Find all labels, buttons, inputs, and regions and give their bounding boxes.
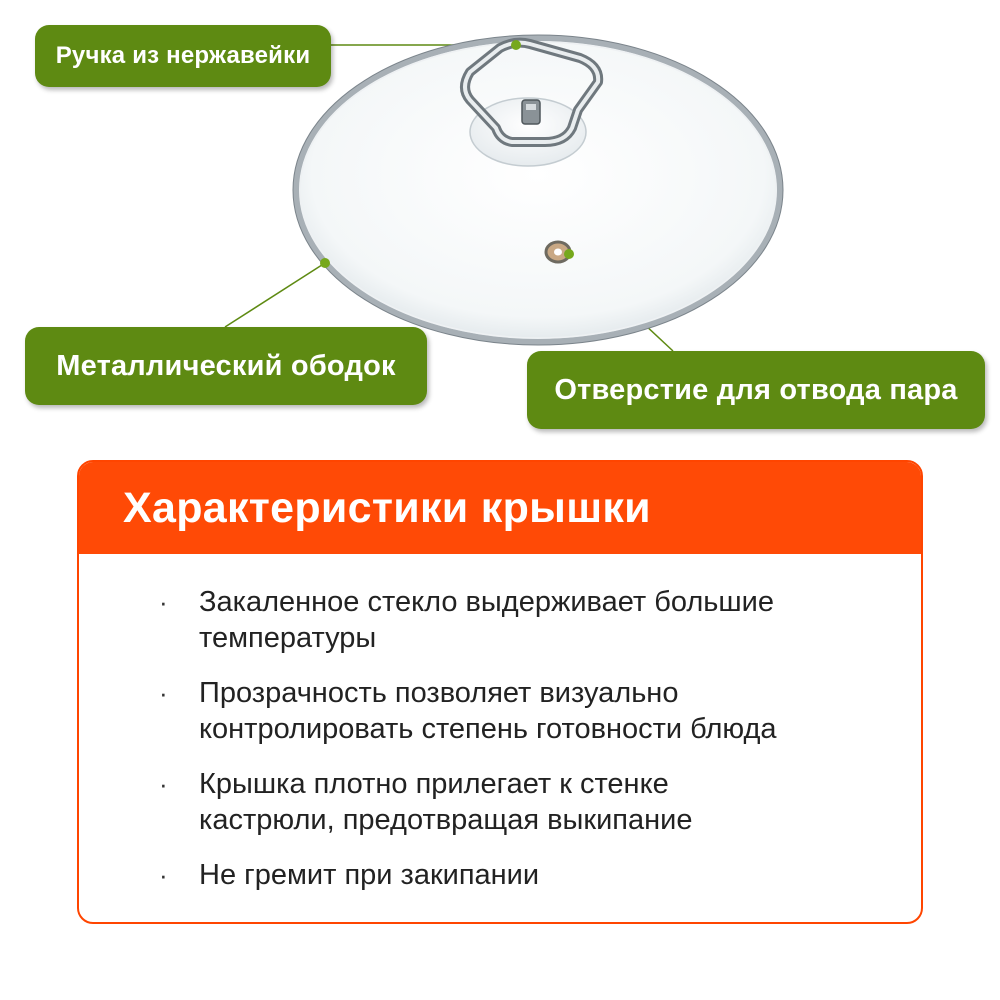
feature-item (159, 675, 881, 747)
feature-line: Не гремит при закипании (199, 859, 540, 891)
feature-line: Закаленное стекло выдерживает большие (199, 586, 774, 618)
bullet-icon: · (159, 587, 168, 617)
callout-handle-label: Ручка из нержавейки (35, 25, 331, 87)
center-screw (522, 100, 540, 124)
feature-item (159, 584, 881, 656)
feature-item (159, 857, 881, 893)
feature-line: Крышка плотно прилегает к стенке (199, 768, 669, 800)
card-header (79, 462, 921, 554)
feature-line: температуры (199, 622, 377, 654)
bullet-icon: · (159, 769, 168, 799)
feature-item (159, 766, 881, 838)
card-title: Характеристики крышки (123, 483, 651, 532)
bullet-icon: · (159, 678, 168, 708)
callout-vent-label: Отверстие для отвода пара (527, 351, 985, 429)
feature-line: кастрюли, предотвращая выкипание (199, 804, 693, 836)
callout-rim-label: Металлический ободок (25, 327, 427, 405)
feature-line: контролировать степень готовности блюда (199, 713, 777, 745)
bullet-icon: · (159, 860, 168, 890)
feature-line: Прозрачность позволяет визуально (199, 677, 679, 709)
features-list (79, 554, 921, 893)
characteristics-card (77, 460, 923, 924)
